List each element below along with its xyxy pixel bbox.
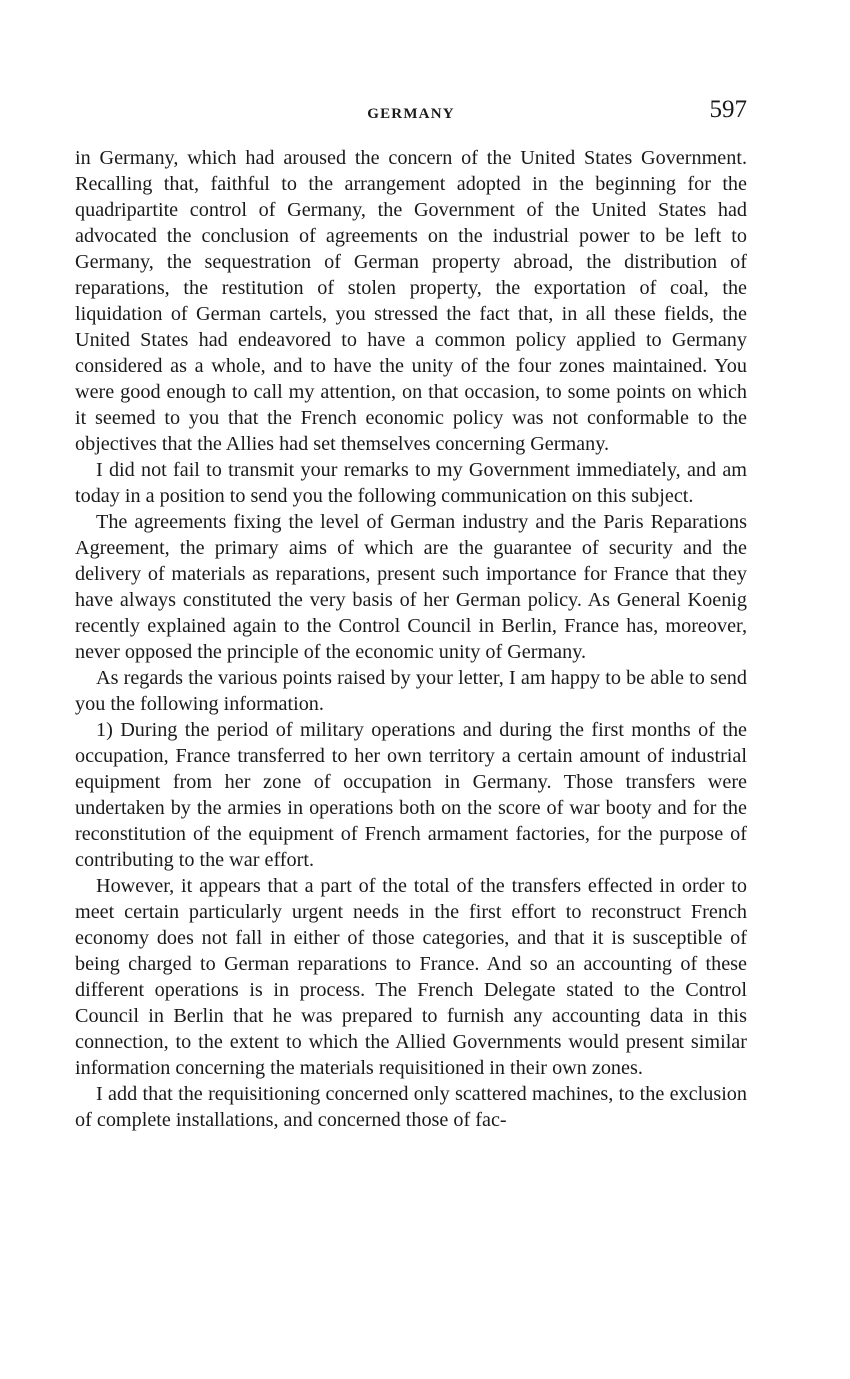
document-page — [75, 92, 747, 1133]
running-head — [75, 92, 747, 128]
running-title: GERMANY — [367, 106, 455, 122]
paragraph-2: I did not fail to transmit your remarks to my Government immediately, and am today in a position to send you the following communication on this subject. — [75, 459, 747, 507]
paragraph-6: However, it appears that a part of the total of the transfers effected in order to meet certain particularly urgent needs in the first effort to reconstruct French economy does not fall in either of those categories, and that it is susceptible of being charged to German reparations to France. And so an accounting of these different operations is in process. The French Delegate stated to the Control Council in Berlin that he was prepared to furnish any accounting data in this connection, to the extent to which the Allied Governments would present similar information concerning the materials requisitioned in their own zones. — [75, 875, 747, 1079]
paragraph-7: I add that the requisitioning concerned only scattered machines, to the exclusion of complete installations, and concerned those of fac- — [75, 1083, 747, 1131]
page-number: 597 — [709, 96, 747, 123]
body-text — [75, 145, 747, 1133]
paragraph-1: in Germany, which had aroused the concern of the United States Government. Recalling that, faithful to the arrangement adopted in the beginning for the quadripartite control of Germany, the Government of the United States had advocated the conclusion of agreements on the industrial power to be left to Germany, the sequestration of German property abroad, the distribution of reparations, the restitution of stolen property, the exportation of coal, the liquidation of German cartels, you stressed the fact that, in all these fields, the United States had endeavored to have a common policy applied to Germany considered as a whole, and to have the unity of the four zones maintained. You were good enough to call my attention, on that occasion, to some points on which it seemed to you that the French economic policy was not conformable to the objectives that the Allies had set themselves concerning Germany. — [75, 147, 747, 455]
paragraph-5: 1) During the period of military operations and during the first months of the occupation, France transferred to her own territory a certain amount of industrial equipment from her zone of occupation in Germany. Those transfers were undertaken by the armies in operations both on the score of war booty and for the reconstitution of the equipment of French armament factories, for the purpose of contributing to the war effort. — [75, 719, 747, 871]
paragraph-3: The agreements fixing the level of German industry and the Paris Reparations Agreement, the primary aims of which are the guarantee of security and the delivery of materials as reparations, present such importance for France that they have always constituted the very basis of her German policy. As General Koenig recently explained again to the Control Council in Berlin, France has, moreover, never opposed the principle of the economic unity of Germany. — [75, 511, 747, 663]
paragraph-4: As regards the various points raised by your letter, I am happy to be able to send you the following information. — [75, 667, 747, 715]
